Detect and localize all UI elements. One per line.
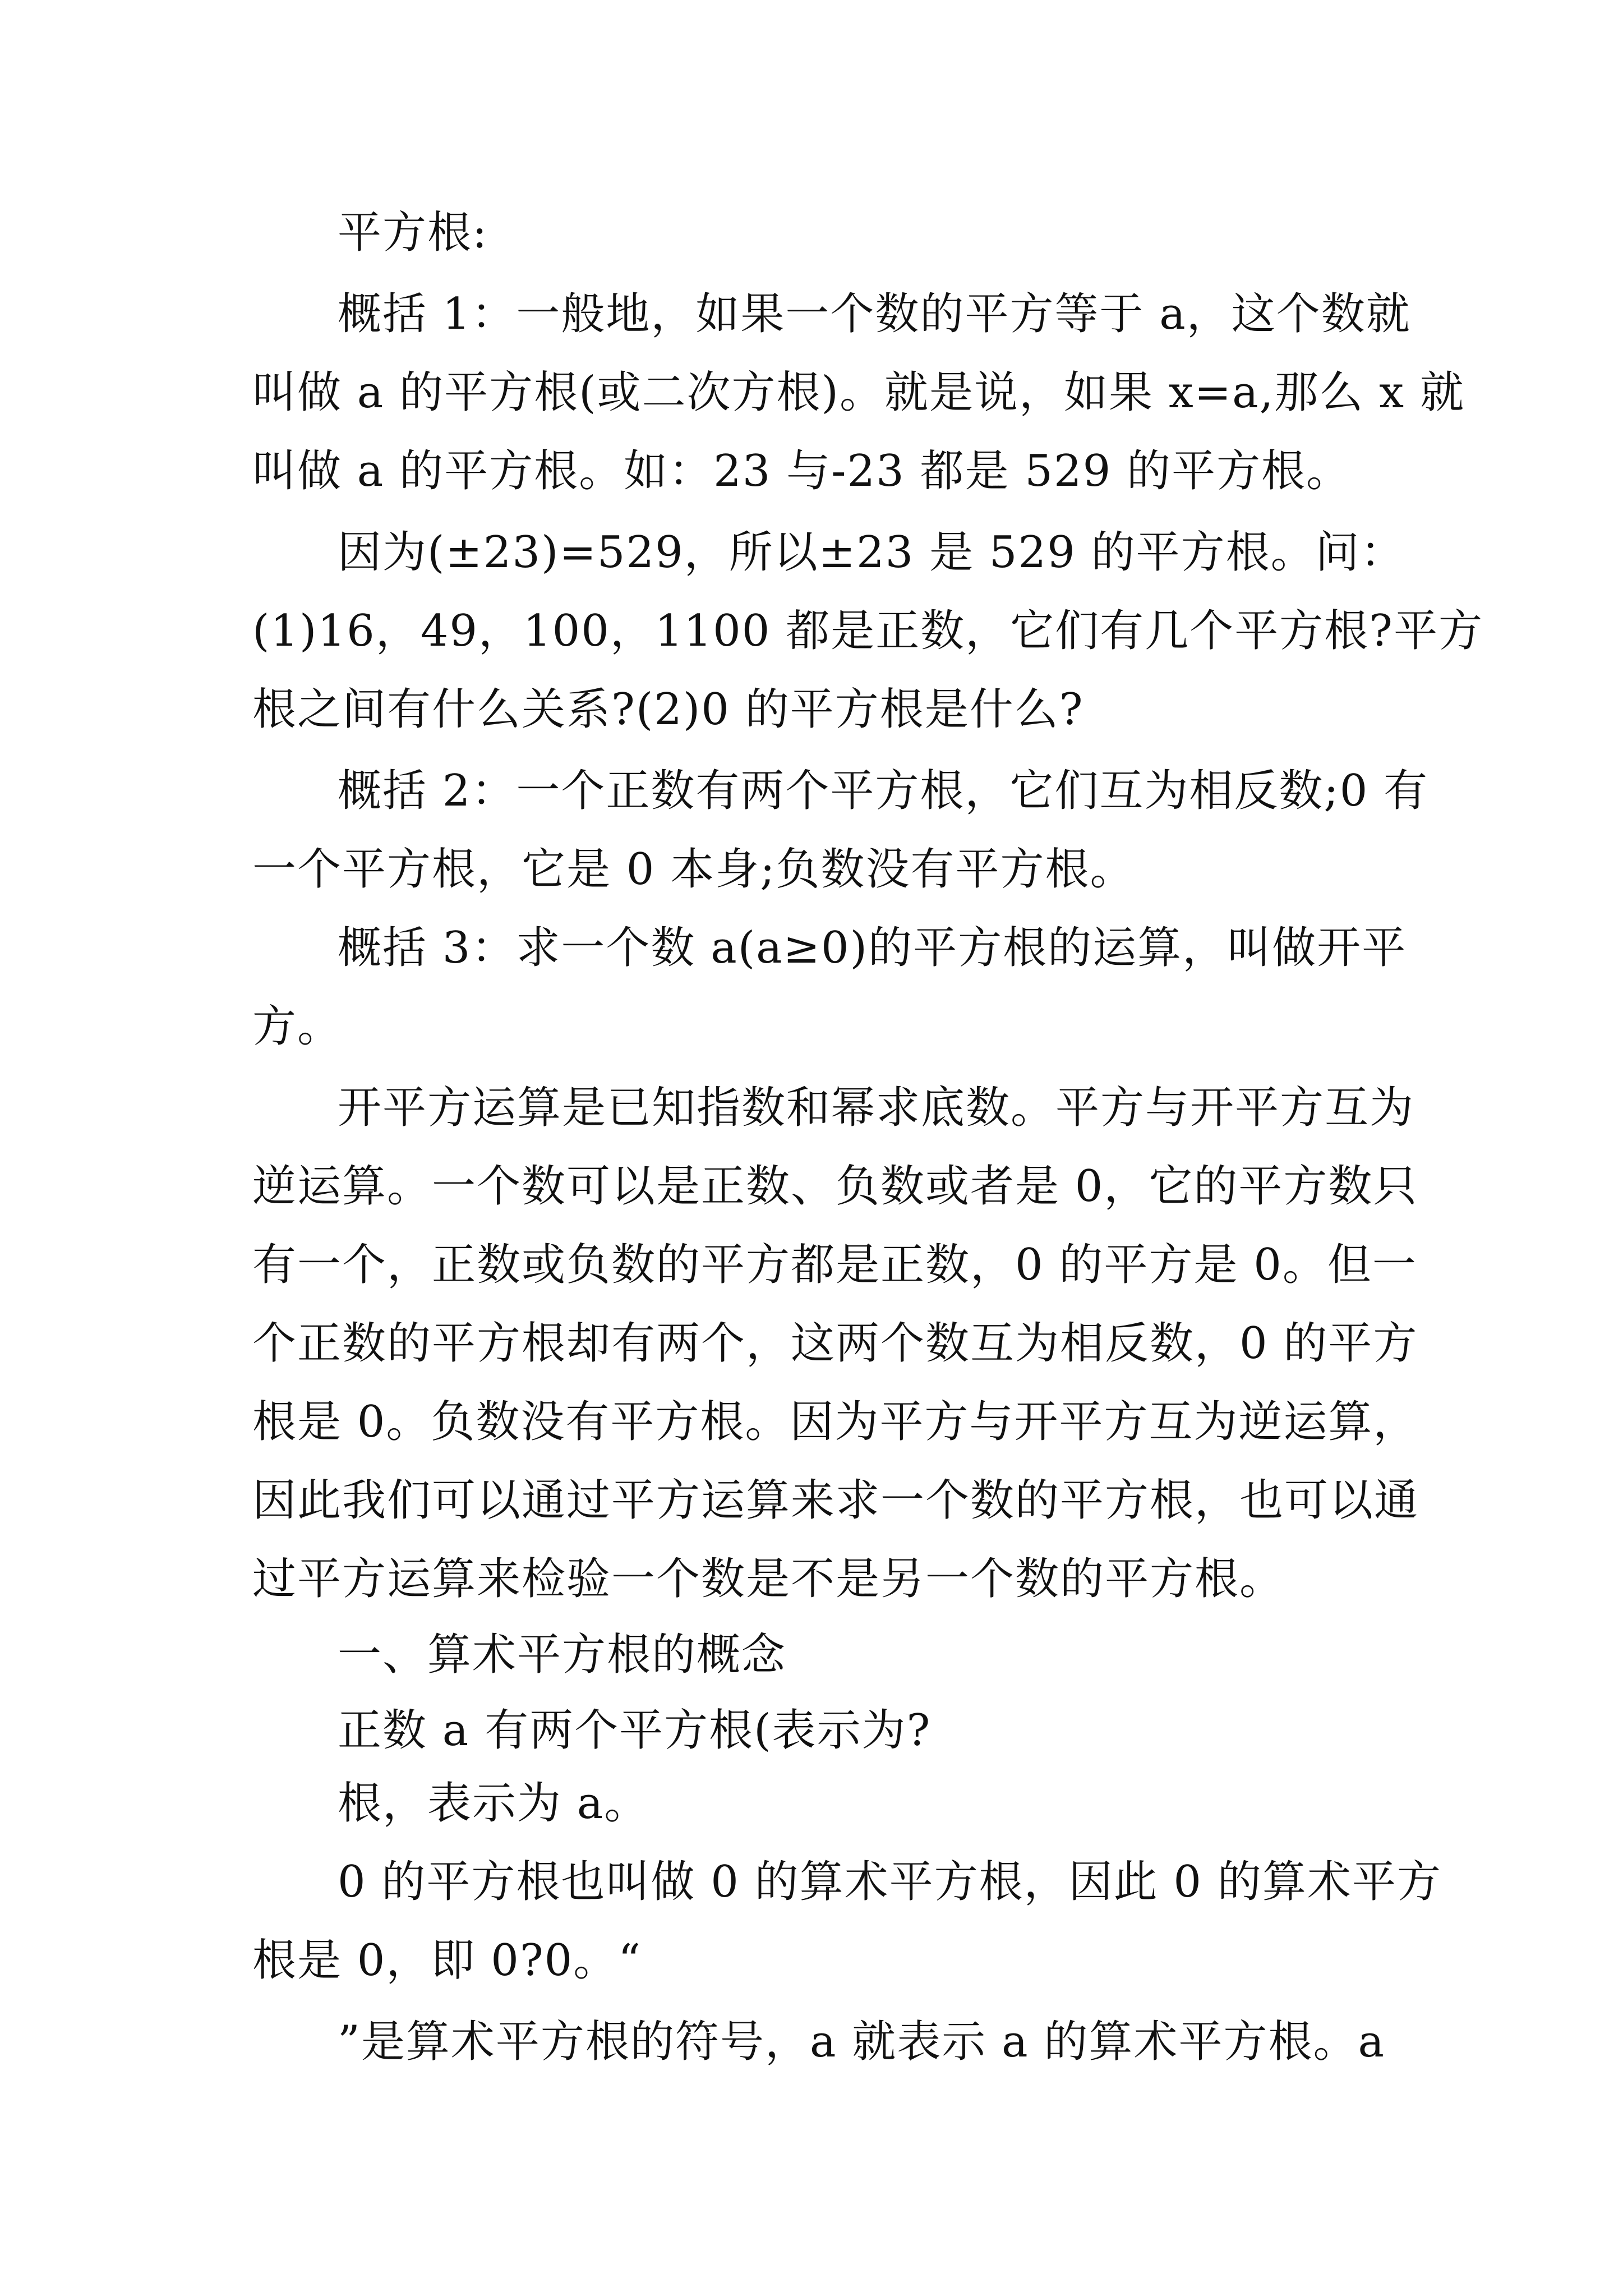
paragraph-line: 因此我们可以通过平方运算来求一个数的平方根，也可以通	[252, 1475, 1419, 1526]
paragraph-line: ”是算术平方根的符号，a 就表示 a 的算术平方根。a	[338, 2017, 1385, 2067]
paragraph-line: 叫做 a 的平方根(或二次方根)。就是说，如果 x=a,那么 x 就	[252, 367, 1465, 418]
paragraph-line: 0 的平方根也叫做 0 的算术平方根，因此 0 的算术平方	[338, 1857, 1442, 1907]
paragraph-line: 根是 0。负数没有平方根。因为平方与开平方互为逆运算，	[252, 1397, 1418, 1447]
paragraph-line: 叫做 a 的平方根。如：23 与-23 都是 529 的平方根。	[252, 446, 1352, 496]
paragraph-line: 开平方运算是已知指数和幂求底数。平方与开平方互为	[338, 1083, 1415, 1133]
paragraph-line: 过平方运算来检验一个数是不是另一个数的平方根。	[252, 1554, 1285, 1604]
paragraph-line: 方。	[252, 1001, 343, 1052]
paragraph-line: 正数 a 有两个平方根(表示为?	[338, 1705, 932, 1756]
paragraph-line: 一个平方根，它是 0 本身;负数没有平方根。	[252, 844, 1135, 895]
paragraph-line: (1)16，49，100，1100 都是正数，它们有几个平方根?平方	[252, 606, 1483, 656]
paragraph-line: 逆运算。一个数可以是正数、负数或者是 0，它的平方数只	[252, 1161, 1418, 1212]
paragraph-line: 根，表示为 a。	[338, 1778, 649, 1829]
paragraph-line: 概括 1：一般地，如果一个数的平方等于 a，这个数就	[338, 289, 1411, 339]
heading-square-root: 平方根:	[338, 208, 488, 258]
paragraph-line: 因为(±23)=529，所以±23 是 529 的平方根。问：	[338, 527, 1405, 578]
paragraph-line: 根之间有什么关系?(2)0 的平方根是什么?	[252, 684, 1084, 735]
paragraph-line: 根是 0，即 0?0。“	[252, 1935, 642, 1986]
paragraph-line: 概括 3：求一个数 a(a≥0)的平方根的运算，叫做开平	[338, 923, 1407, 973]
section-heading: 一、算术平方根的概念	[338, 1630, 787, 1680]
paragraph-line: 个正数的平方根却有两个，这两个数互为相反数，0 的平方	[252, 1318, 1418, 1369]
paragraph-line: 有一个，正数或负数的平方都是正数，0 的平方是 0。但一	[252, 1240, 1417, 1290]
paragraph-line: 概括 2：一个正数有两个平方根，它们互为相反数;0 有	[338, 766, 1429, 816]
